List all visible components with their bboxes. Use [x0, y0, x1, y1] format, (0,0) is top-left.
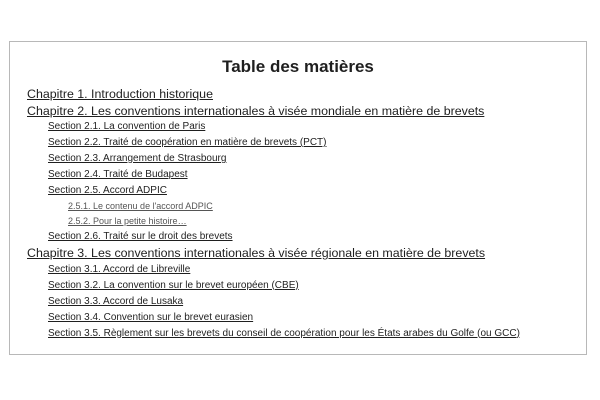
- toc-link-chapitre-3[interactable]: Chapitre 3. Les conventions internationales à visée régionale en matière de brevets: [27, 246, 486, 260]
- toc-link-section-2-3[interactable]: Section 2.3. Arrangement de Strasbourg: [48, 153, 227, 164]
- toc-title: Table des matières: [222, 57, 374, 76]
- toc-link-section-3-1[interactable]: Section 3.1. Accord de Libreville: [48, 263, 191, 275]
- toc-list: [27, 86, 520, 342]
- toc-link-subsection-2-5-2[interactable]: 2.5.2. Pour la petite histoire…: [68, 216, 187, 226]
- toc-link-section-3-5[interactable]: Section 3.5. Règlement sur les brevets du conseil de coopération pour les États arabes du Golfe (ou GCC): [48, 327, 520, 339]
- toc-link-section-3-3[interactable]: Section 3.3. Accord de Lusaka: [48, 295, 184, 307]
- toc-link-section-3-4[interactable]: Section 3.4. Convention sur le brevet eurasien: [48, 311, 254, 323]
- table-of-contents: [9, 41, 587, 355]
- toc-link-subsection-2-5-1[interactable]: 2.5.1. Le contenu de l'accord ADPIC: [68, 201, 213, 211]
- toc-link-section-2-1[interactable]: Section 2.1. La convention de Paris: [48, 121, 206, 132]
- toc-link-section-2-2[interactable]: Section 2.2. Traité de coopération en matière de brevets (PCT): [48, 137, 327, 148]
- toc-link-section-2-4[interactable]: Section 2.4. Traité de Budapest: [48, 169, 188, 180]
- toc-link-chapitre-2[interactable]: Chapitre 2. Les conventions internationales à visée mondiale en matière de brevets: [27, 103, 485, 118]
- toc-link-section-2-5[interactable]: Section 2.5. Accord ADPIC: [48, 185, 167, 196]
- toc-link-section-3-2[interactable]: Section 3.2. La convention sur le brevet européen (CBE): [48, 279, 299, 291]
- toc-link-section-2-6[interactable]: Section 2.6. Traité sur le droit des brevets: [48, 231, 233, 242]
- toc-link-chapitre-1[interactable]: Chapitre 1. Introduction historique: [27, 87, 213, 101]
